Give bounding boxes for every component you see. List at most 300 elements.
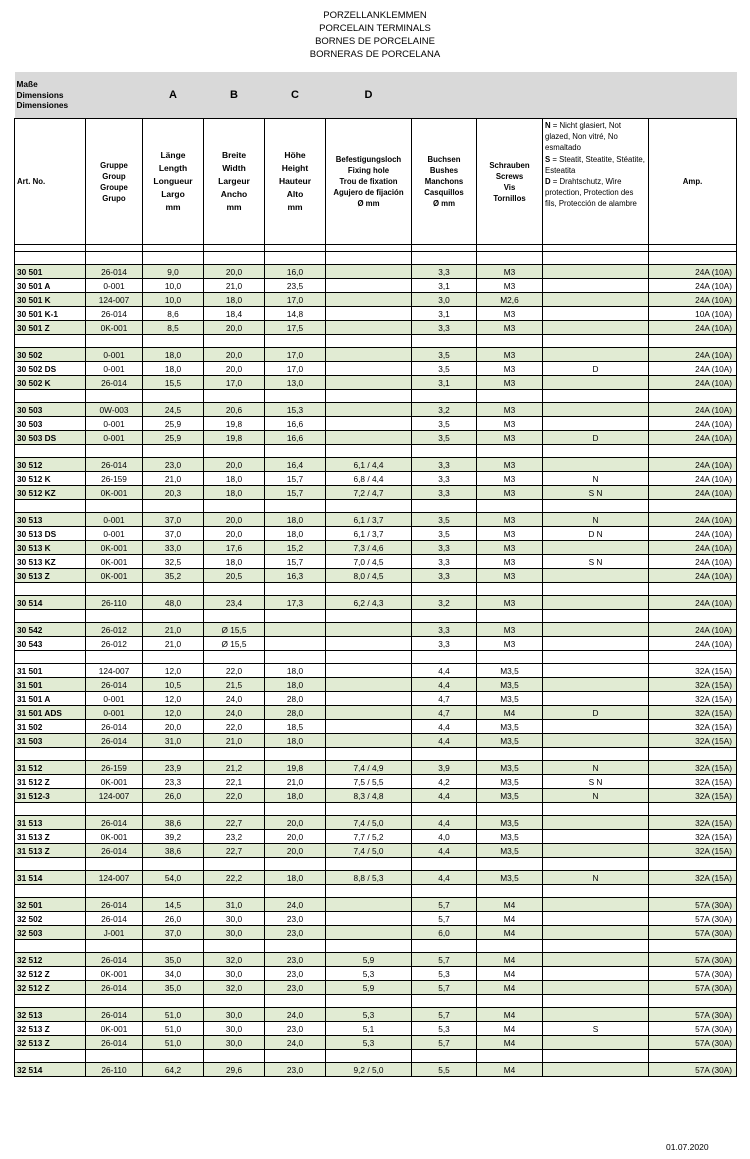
height-cell: 24,0 bbox=[265, 1036, 326, 1050]
notes-cell bbox=[543, 321, 649, 335]
amp-cell: 57A (30A) bbox=[649, 981, 737, 995]
bushes-cell: 3,3 bbox=[412, 569, 477, 583]
screws-cell: M4 bbox=[477, 706, 543, 720]
bushes-cell: 3,1 bbox=[412, 307, 477, 321]
height-cell: 18,0 bbox=[265, 871, 326, 885]
header-text: Manchons bbox=[424, 177, 464, 186]
blank-cell bbox=[86, 390, 143, 403]
fixing-hole-cell: 5,9 bbox=[326, 953, 412, 967]
screws-cell: M3 bbox=[477, 348, 543, 362]
blank-cell bbox=[649, 252, 737, 265]
amp-cell: 24A (10A) bbox=[649, 321, 737, 335]
height-cell: 21,0 bbox=[265, 775, 326, 789]
bushes-cell: 3,2 bbox=[412, 596, 477, 610]
table-row bbox=[15, 830, 737, 844]
group-cell: 26-014 bbox=[86, 307, 143, 321]
blank-cell bbox=[326, 583, 412, 596]
header-text: Largo bbox=[161, 189, 185, 199]
fixing-hole-cell: 5,9 bbox=[326, 981, 412, 995]
header-text: mm bbox=[287, 202, 303, 212]
width-cell: 29,6 bbox=[204, 1063, 265, 1077]
height-cell: 18,0 bbox=[265, 734, 326, 748]
screws-cell: M3 bbox=[477, 555, 543, 569]
screws-cell: M3 bbox=[477, 279, 543, 293]
fixing-hole-cell bbox=[326, 678, 412, 692]
art-no-cell: 30 501 Z bbox=[15, 321, 86, 335]
notes-cell bbox=[543, 678, 649, 692]
screws-cell: M3,5 bbox=[477, 775, 543, 789]
screws-cell: M3 bbox=[477, 431, 543, 445]
blank-cell bbox=[143, 583, 204, 596]
blank-cell bbox=[143, 940, 204, 953]
blank-cell bbox=[265, 1050, 326, 1063]
amp-cell: 24A (10A) bbox=[649, 431, 737, 445]
notes-cell bbox=[543, 279, 649, 293]
blank-cell bbox=[15, 885, 86, 898]
art-no-cell: 31 501 bbox=[15, 664, 86, 678]
fixing-hole-cell: 5,3 bbox=[326, 967, 412, 981]
amp-cell: 57A (30A) bbox=[649, 912, 737, 926]
amp-cell: 57A (30A) bbox=[649, 953, 737, 967]
height-cell: 15,7 bbox=[265, 472, 326, 486]
screws-cell: M3 bbox=[477, 623, 543, 637]
blank-cell bbox=[86, 500, 143, 513]
art-no-cell: 31 512-3 bbox=[15, 789, 86, 803]
height-cell: 24,0 bbox=[265, 1008, 326, 1022]
amp-cell: 24A (10A) bbox=[649, 527, 737, 541]
fixing-hole-cell: 7,7 / 5,2 bbox=[326, 830, 412, 844]
blank-row bbox=[15, 748, 737, 761]
amp-cell: 32A (15A) bbox=[649, 789, 737, 803]
blank-row bbox=[15, 445, 737, 458]
blank-cell bbox=[649, 748, 737, 761]
blank-cell bbox=[543, 610, 649, 623]
blank-cell bbox=[326, 252, 412, 265]
screws-cell: M4 bbox=[477, 1008, 543, 1022]
blank-cell bbox=[326, 995, 412, 1008]
notes-cell bbox=[543, 307, 649, 321]
width-cell: 31,0 bbox=[204, 898, 265, 912]
blank-cell bbox=[265, 885, 326, 898]
bushes-cell: 4,7 bbox=[412, 706, 477, 720]
blank-cell bbox=[326, 445, 412, 458]
blank-cell bbox=[649, 885, 737, 898]
note-s bbox=[545, 154, 646, 176]
blank-cell bbox=[143, 803, 204, 816]
height-cell: 23,5 bbox=[265, 279, 326, 293]
dim-letter-c: C bbox=[265, 72, 326, 119]
group-cell: 0K-001 bbox=[86, 569, 143, 583]
blank-row bbox=[15, 252, 737, 265]
fixing-hole-cell bbox=[326, 431, 412, 445]
header-fixing-hole bbox=[326, 119, 412, 245]
length-cell: 38,6 bbox=[143, 844, 204, 858]
blank-cell bbox=[15, 252, 86, 265]
blank-cell bbox=[477, 500, 543, 513]
blank-cell bbox=[265, 335, 326, 348]
length-cell: 20,0 bbox=[143, 720, 204, 734]
header-text: Länge bbox=[160, 150, 186, 160]
blank-cell bbox=[265, 651, 326, 664]
notes-cell bbox=[543, 734, 649, 748]
fixing-hole-cell bbox=[326, 321, 412, 335]
group-cell: 0-001 bbox=[86, 348, 143, 362]
bushes-cell: 3,3 bbox=[412, 486, 477, 500]
amp-cell: 57A (30A) bbox=[649, 1036, 737, 1050]
group-cell: 26-014 bbox=[86, 458, 143, 472]
blank-cell bbox=[15, 610, 86, 623]
blank-cell bbox=[412, 1050, 477, 1063]
width-cell: 22,1 bbox=[204, 775, 265, 789]
blank-cell bbox=[649, 995, 737, 1008]
group-cell: 0K-001 bbox=[86, 967, 143, 981]
length-cell: 54,0 bbox=[143, 871, 204, 885]
screws-cell: M3,5 bbox=[477, 871, 543, 885]
art-no-cell: 30 502 K bbox=[15, 376, 86, 390]
amp-cell: 32A (15A) bbox=[649, 816, 737, 830]
width-cell: 22,7 bbox=[204, 816, 265, 830]
width-cell: 18,0 bbox=[204, 555, 265, 569]
blank-cell bbox=[326, 858, 412, 871]
dims-label-es: Dimensiones bbox=[16, 100, 69, 111]
table-row bbox=[15, 1063, 737, 1077]
height-cell: 16,4 bbox=[265, 458, 326, 472]
blank-cell bbox=[86, 995, 143, 1008]
blank-cell bbox=[15, 500, 86, 513]
fixing-hole-cell: 6,8 / 4,4 bbox=[326, 472, 412, 486]
blank-cell bbox=[15, 651, 86, 664]
bushes-cell: 3,1 bbox=[412, 376, 477, 390]
table-row bbox=[15, 541, 737, 555]
table-row bbox=[15, 692, 737, 706]
blank-cell bbox=[326, 748, 412, 761]
blank-cell bbox=[649, 858, 737, 871]
header-text: Groupe bbox=[100, 182, 128, 192]
length-cell: 51,0 bbox=[143, 1036, 204, 1050]
notes-cell bbox=[543, 898, 649, 912]
height-cell: 15,7 bbox=[265, 555, 326, 569]
height-cell: 17,3 bbox=[265, 596, 326, 610]
blank-cell bbox=[477, 610, 543, 623]
fixing-hole-cell: 6,2 / 4,3 bbox=[326, 596, 412, 610]
blank-cell bbox=[204, 252, 265, 265]
header-text: mm bbox=[165, 202, 181, 212]
blank-cell bbox=[204, 858, 265, 871]
blank-cell bbox=[326, 651, 412, 664]
blank-cell bbox=[412, 445, 477, 458]
width-cell: 30,0 bbox=[204, 912, 265, 926]
screws-cell: M3 bbox=[477, 458, 543, 472]
blank-cell bbox=[477, 390, 543, 403]
bushes-cell: 3,3 bbox=[412, 458, 477, 472]
blank-cell bbox=[543, 858, 649, 871]
blank-cell bbox=[204, 1050, 265, 1063]
height-cell: 18,0 bbox=[265, 789, 326, 803]
table-row bbox=[15, 871, 737, 885]
height-cell: 18,0 bbox=[265, 527, 326, 541]
art-no-cell: 30 503 bbox=[15, 417, 86, 431]
blank-cell bbox=[543, 252, 649, 265]
fixing-hole-cell bbox=[326, 293, 412, 307]
blank-cell bbox=[204, 583, 265, 596]
blank-cell bbox=[86, 940, 143, 953]
length-cell: 51,0 bbox=[143, 1008, 204, 1022]
width-cell: 20,6 bbox=[204, 403, 265, 417]
dim-letter-d: D bbox=[326, 72, 412, 119]
notes-cell bbox=[543, 1008, 649, 1022]
screws-cell: M4 bbox=[477, 926, 543, 940]
blank-row bbox=[15, 885, 737, 898]
notes-cell bbox=[543, 541, 649, 555]
bushes-cell: 3,5 bbox=[412, 362, 477, 376]
blank-cell bbox=[204, 748, 265, 761]
note-key: D bbox=[545, 177, 551, 187]
amp-cell: 32A (15A) bbox=[649, 706, 737, 720]
group-cell: 0-001 bbox=[86, 431, 143, 445]
fixing-hole-cell bbox=[326, 912, 412, 926]
bushes-cell: 3,3 bbox=[412, 541, 477, 555]
amp-cell: 24A (10A) bbox=[649, 293, 737, 307]
art-no-cell: 30 502 bbox=[15, 348, 86, 362]
art-no-cell: 30 543 bbox=[15, 637, 86, 651]
group-cell: 26-014 bbox=[86, 898, 143, 912]
blank-cell bbox=[15, 940, 86, 953]
blank-cell bbox=[265, 252, 326, 265]
screws-cell: M4 bbox=[477, 953, 543, 967]
group-cell: 26-014 bbox=[86, 678, 143, 692]
blank-cell bbox=[543, 995, 649, 1008]
length-cell: 8,6 bbox=[143, 307, 204, 321]
blank-cell bbox=[477, 803, 543, 816]
notes-cell bbox=[543, 1063, 649, 1077]
header-text: Gruppe bbox=[100, 160, 128, 170]
length-cell: 14,5 bbox=[143, 898, 204, 912]
table-row bbox=[15, 417, 737, 431]
table-row bbox=[15, 513, 737, 527]
amp-cell: 24A (10A) bbox=[649, 486, 737, 500]
blank-cell bbox=[543, 583, 649, 596]
note-text: = Drahtschutz, Wire protection, Protection des fils, Protección de alambre bbox=[545, 177, 637, 209]
height-cell: 20,0 bbox=[265, 816, 326, 830]
screws-cell: M3 bbox=[477, 569, 543, 583]
screws-cell: M3 bbox=[477, 513, 543, 527]
bushes-cell: 3,9 bbox=[412, 761, 477, 775]
blank-cell bbox=[326, 885, 412, 898]
width-cell: 17,0 bbox=[204, 376, 265, 390]
notes-cell bbox=[543, 348, 649, 362]
blank-cell bbox=[412, 252, 477, 265]
width-cell: 18,4 bbox=[204, 307, 265, 321]
fixing-hole-cell bbox=[326, 623, 412, 637]
art-no-cell: 31 503 bbox=[15, 734, 86, 748]
blank-cell bbox=[86, 748, 143, 761]
table-row bbox=[15, 678, 737, 692]
table-row bbox=[15, 527, 737, 541]
note-text: = Nicht glasiert, Not glazed, Non vitré, No esmaltado bbox=[545, 121, 622, 153]
bushes-cell: 3,3 bbox=[412, 623, 477, 637]
notes-cell: N bbox=[543, 871, 649, 885]
title-line-en: PORCELAIN TERMINALS bbox=[319, 23, 431, 34]
width-cell: 18,0 bbox=[204, 293, 265, 307]
screws-cell: M3 bbox=[477, 541, 543, 555]
group-cell: 0K-001 bbox=[86, 486, 143, 500]
table-row bbox=[15, 362, 737, 376]
height-cell: 19,8 bbox=[265, 761, 326, 775]
screws-cell: M4 bbox=[477, 967, 543, 981]
length-cell: 38,6 bbox=[143, 816, 204, 830]
blank-cell bbox=[326, 940, 412, 953]
group-cell: 26-014 bbox=[86, 734, 143, 748]
art-no-cell: 32 513 Z bbox=[15, 1036, 86, 1050]
table-row bbox=[15, 706, 737, 720]
blank-cell bbox=[477, 885, 543, 898]
amp-cell: 32A (15A) bbox=[649, 761, 737, 775]
screws-cell: M3 bbox=[477, 637, 543, 651]
amp-cell: 32A (15A) bbox=[649, 692, 737, 706]
header-text: Schrauben bbox=[489, 160, 530, 170]
fixing-hole-cell bbox=[326, 307, 412, 321]
header-text: Trou de fixation bbox=[339, 177, 398, 186]
height-cell: 24,0 bbox=[265, 898, 326, 912]
group-cell: 0-001 bbox=[86, 527, 143, 541]
blank-cell bbox=[204, 995, 265, 1008]
table-row bbox=[15, 664, 737, 678]
art-no-cell: 30 501 K bbox=[15, 293, 86, 307]
length-cell: 35,2 bbox=[143, 569, 204, 583]
note-key: N bbox=[545, 121, 551, 130]
length-cell: 23,0 bbox=[143, 458, 204, 472]
art-no-cell: 31 501 A bbox=[15, 692, 86, 706]
table-row bbox=[15, 431, 737, 445]
bushes-cell: 5,3 bbox=[412, 967, 477, 981]
bushes-cell: 3,3 bbox=[412, 472, 477, 486]
width-cell: 30,0 bbox=[204, 1022, 265, 1036]
terminals-table bbox=[14, 72, 737, 1077]
height-cell: 17,0 bbox=[265, 362, 326, 376]
blank-cell bbox=[649, 335, 737, 348]
fixing-hole-cell: 8,0 / 4,5 bbox=[326, 569, 412, 583]
screws-cell: M4 bbox=[477, 1036, 543, 1050]
group-cell: 26-014 bbox=[86, 953, 143, 967]
blank-cell bbox=[86, 583, 143, 596]
group-cell: 124-007 bbox=[86, 789, 143, 803]
bushes-cell: 3,3 bbox=[412, 265, 477, 279]
group-cell: 26-014 bbox=[86, 844, 143, 858]
screws-cell: M3 bbox=[477, 362, 543, 376]
blank-cell bbox=[477, 335, 543, 348]
amp-cell: 32A (15A) bbox=[649, 871, 737, 885]
notes-cell: N bbox=[543, 761, 649, 775]
blank-cell bbox=[412, 748, 477, 761]
height-cell: 20,0 bbox=[265, 830, 326, 844]
dims-label-de: Maße bbox=[16, 79, 38, 90]
art-no-cell: 31 512 Z bbox=[15, 775, 86, 789]
blank-cell bbox=[204, 885, 265, 898]
width-cell: 30,0 bbox=[204, 1008, 265, 1022]
height-cell: 18,5 bbox=[265, 720, 326, 734]
blank-cell bbox=[143, 610, 204, 623]
width-cell: 21,5 bbox=[204, 678, 265, 692]
blank-cell bbox=[265, 748, 326, 761]
spacer-row bbox=[15, 245, 737, 252]
notes-cell: N bbox=[543, 472, 649, 486]
fixing-hole-cell bbox=[326, 362, 412, 376]
height-cell: 28,0 bbox=[265, 692, 326, 706]
blank-cell bbox=[204, 445, 265, 458]
fixing-hole-cell: 5,1 bbox=[326, 1022, 412, 1036]
width-cell: 19,8 bbox=[204, 417, 265, 431]
group-cell: 26-110 bbox=[86, 1063, 143, 1077]
blank-cell bbox=[143, 885, 204, 898]
art-no-cell: 30 501 A bbox=[15, 279, 86, 293]
dims-empty bbox=[477, 72, 543, 119]
amp-cell: 24A (10A) bbox=[649, 417, 737, 431]
blank-cell bbox=[543, 885, 649, 898]
header-text: Alto bbox=[286, 189, 304, 199]
dims-empty bbox=[543, 72, 649, 119]
group-cell: 26-014 bbox=[86, 981, 143, 995]
group-cell: 124-007 bbox=[86, 293, 143, 307]
screws-cell: M3 bbox=[477, 596, 543, 610]
width-cell: 22,0 bbox=[204, 664, 265, 678]
art-no-cell: 32 512 Z bbox=[15, 967, 86, 981]
art-no-cell: 30 512 K bbox=[15, 472, 86, 486]
bushes-cell: 5,7 bbox=[412, 1008, 477, 1022]
width-cell: 20,0 bbox=[204, 513, 265, 527]
bushes-cell: 5,7 bbox=[412, 912, 477, 926]
group-cell: 0-001 bbox=[86, 417, 143, 431]
fixing-hole-cell bbox=[326, 734, 412, 748]
blank-cell bbox=[265, 610, 326, 623]
blank-cell bbox=[265, 995, 326, 1008]
length-cell: 39,2 bbox=[143, 830, 204, 844]
screws-cell: M3 bbox=[477, 472, 543, 486]
fixing-hole-cell: 6,1 / 4,4 bbox=[326, 458, 412, 472]
fixing-hole-cell bbox=[326, 706, 412, 720]
header-text: Vis bbox=[503, 182, 516, 192]
title-line-fr: BORNES DE PORCELAINE bbox=[315, 36, 435, 47]
group-cell: 0K-001 bbox=[86, 321, 143, 335]
blank-cell bbox=[543, 335, 649, 348]
bushes-cell: 5,3 bbox=[412, 1022, 477, 1036]
bushes-cell: 5,5 bbox=[412, 1063, 477, 1077]
notes-cell bbox=[543, 692, 649, 706]
blank-cell bbox=[15, 1050, 86, 1063]
blank-cell bbox=[15, 445, 86, 458]
group-cell: 0K-001 bbox=[86, 555, 143, 569]
length-cell: 10,5 bbox=[143, 678, 204, 692]
blank-cell bbox=[15, 858, 86, 871]
blank-cell bbox=[543, 651, 649, 664]
table-row bbox=[15, 596, 737, 610]
dim-letter-a: A bbox=[143, 72, 204, 119]
art-no-cell: 31 514 bbox=[15, 871, 86, 885]
blank-cell bbox=[543, 803, 649, 816]
blank-cell bbox=[143, 748, 204, 761]
blank-cell bbox=[477, 748, 543, 761]
table-row bbox=[15, 569, 737, 583]
table-row bbox=[15, 1022, 737, 1036]
header-text: Height bbox=[281, 163, 309, 173]
length-cell: 12,0 bbox=[143, 664, 204, 678]
amp-cell: 24A (10A) bbox=[649, 637, 737, 651]
fixing-hole-cell bbox=[326, 637, 412, 651]
height-cell: 18,0 bbox=[265, 513, 326, 527]
length-cell: 35,0 bbox=[143, 953, 204, 967]
blank-cell bbox=[477, 995, 543, 1008]
screws-cell: M4 bbox=[477, 981, 543, 995]
width-cell: 18,0 bbox=[204, 472, 265, 486]
